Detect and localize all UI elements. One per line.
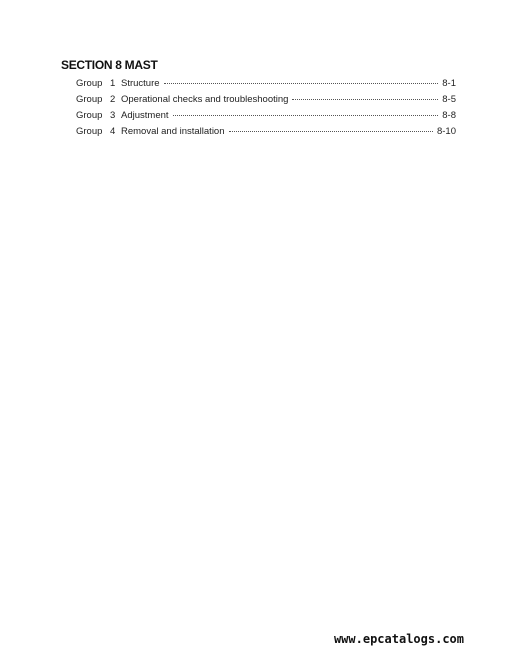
toc-entry[interactable]: [76, 110, 456, 126]
toc-page-number: 8-8: [442, 110, 456, 121]
toc-group-number: 1: [110, 78, 116, 89]
toc-group-label: Group: [76, 110, 103, 121]
toc-group-number: 4: [110, 126, 116, 137]
toc-dot-leader: [229, 131, 433, 132]
table-of-contents: [76, 78, 456, 142]
toc-page-number: 8-10: [436, 126, 456, 137]
watermark-url: www.epcatalogs.com: [333, 632, 464, 646]
toc-dot-leader: [292, 99, 438, 100]
toc-group-number: 2: [110, 94, 116, 105]
toc-page-number: 8-1: [442, 78, 456, 89]
toc-entry-title: Operational checks and troubleshooting: [121, 94, 289, 105]
toc-entry[interactable]: [76, 126, 456, 142]
toc-entry[interactable]: [76, 78, 456, 94]
toc-entry[interactable]: [76, 94, 456, 110]
toc-entry-title: Adjustment: [121, 110, 169, 121]
section-title: SECTION 8 MAST: [61, 58, 158, 72]
toc-dot-leader: [164, 83, 439, 84]
toc-group-label: Group: [76, 94, 103, 105]
toc-group-label: Group: [76, 78, 103, 89]
toc-group-number: 3: [110, 110, 116, 121]
toc-group-label: Group: [76, 126, 103, 137]
toc-page-number: 8-5: [442, 94, 456, 105]
toc-entry-title: Removal and installation: [121, 126, 225, 137]
toc-dot-leader: [173, 115, 439, 116]
toc-entry-title: Structure: [121, 78, 160, 89]
